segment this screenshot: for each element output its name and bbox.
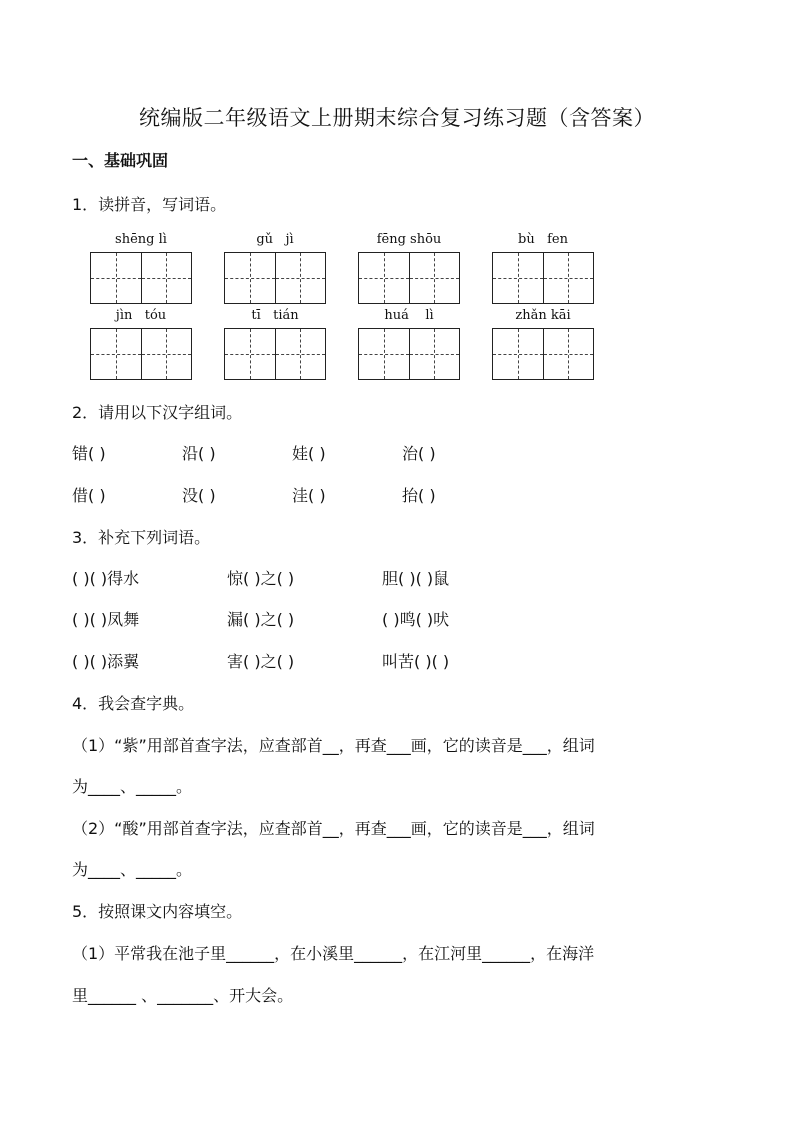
word-blank[interactable]: 没( ) bbox=[182, 486, 216, 505]
question-1-label: 1．读拼音，写词语。 bbox=[72, 195, 227, 214]
pinyin-label: zhǎn kāi bbox=[515, 308, 571, 323]
idiom-blank[interactable]: 胆( )( )鼠 bbox=[382, 569, 450, 588]
word-blank[interactable]: 借( ) bbox=[72, 486, 106, 505]
dictionary-item-1: （1）“紫”用部首查字法，应查部首__，再查___画，它的读音是___，组词 bbox=[72, 736, 595, 755]
word-blank[interactable]: 娃( ) bbox=[292, 444, 326, 463]
pinyin-label: fēng shōu bbox=[376, 232, 442, 247]
idiom-row bbox=[72, 566, 449, 589]
writing-grid[interactable] bbox=[492, 328, 594, 380]
question-5-label: 5．按照课文内容填空。 bbox=[72, 902, 243, 921]
writing-grid[interactable] bbox=[358, 328, 460, 380]
word-blank[interactable]: 沿( ) bbox=[182, 444, 216, 463]
word-blank[interactable]: 洼( ) bbox=[292, 486, 326, 505]
dictionary-item-2-cont: 为____、_____。 bbox=[72, 860, 193, 879]
word-blank[interactable]: 抬( ) bbox=[402, 486, 436, 505]
section-heading: 一、基础巩固 bbox=[72, 151, 169, 170]
idiom-row bbox=[72, 607, 449, 630]
writing-grid[interactable] bbox=[492, 252, 594, 304]
writing-grid[interactable] bbox=[90, 328, 192, 380]
idiom-row bbox=[72, 649, 449, 672]
word-row bbox=[72, 483, 512, 506]
fill-blank-item-1-cont: 里______ 、_______、开大会。 bbox=[72, 986, 294, 1005]
idiom-blank[interactable]: ( )( )添翼 bbox=[72, 652, 140, 671]
pinyin-label: jìn tóu bbox=[115, 308, 167, 323]
writing-grid[interactable] bbox=[90, 252, 192, 304]
word-blank[interactable]: 治( ) bbox=[402, 444, 436, 463]
writing-grid[interactable] bbox=[224, 328, 326, 380]
writing-grid[interactable] bbox=[224, 252, 326, 304]
idiom-blank[interactable]: 漏( )之( ) bbox=[227, 610, 295, 629]
fill-blank-item-1: （1）平常我在池子里______，在小溪里______，在江河里______，在海洋 bbox=[72, 944, 595, 963]
idiom-blank[interactable]: 害( )之( ) bbox=[227, 652, 295, 671]
idiom-blank[interactable]: ( )( )凤舞 bbox=[72, 610, 140, 629]
document-title: 统编版二年级语文上册期末综合复习练习题（含答案） bbox=[139, 106, 655, 130]
pinyin-label: tī tián bbox=[251, 308, 299, 323]
idiom-blank[interactable]: ( )鸣( )吠 bbox=[382, 610, 450, 629]
pinyin-label: huá lì bbox=[384, 308, 434, 323]
pinyin-label: gǔ jì bbox=[256, 232, 294, 247]
question-4-label: 4．我会查字典。 bbox=[72, 694, 195, 713]
word-row bbox=[72, 441, 512, 464]
pinyin-label: bù fen bbox=[518, 232, 568, 247]
pinyin-label: shēng lì bbox=[115, 232, 167, 247]
idiom-blank[interactable]: 惊( )之( ) bbox=[227, 569, 295, 588]
question-2-label: 2．请用以下汉字组词。 bbox=[72, 403, 243, 422]
idiom-blank[interactable]: 叫苦( )( ) bbox=[382, 652, 450, 671]
dictionary-item-2: （2）“酸”用部首查字法，应查部首__，再查___画，它的读音是___，组词 bbox=[72, 819, 595, 838]
question-3-label: 3．补充下列词语。 bbox=[72, 528, 211, 547]
idiom-blank[interactable]: ( )( )得水 bbox=[72, 569, 140, 588]
dictionary-item-1-cont: 为____、_____。 bbox=[72, 777, 193, 796]
writing-grid[interactable] bbox=[358, 252, 460, 304]
word-blank[interactable]: 错( ) bbox=[72, 444, 106, 463]
